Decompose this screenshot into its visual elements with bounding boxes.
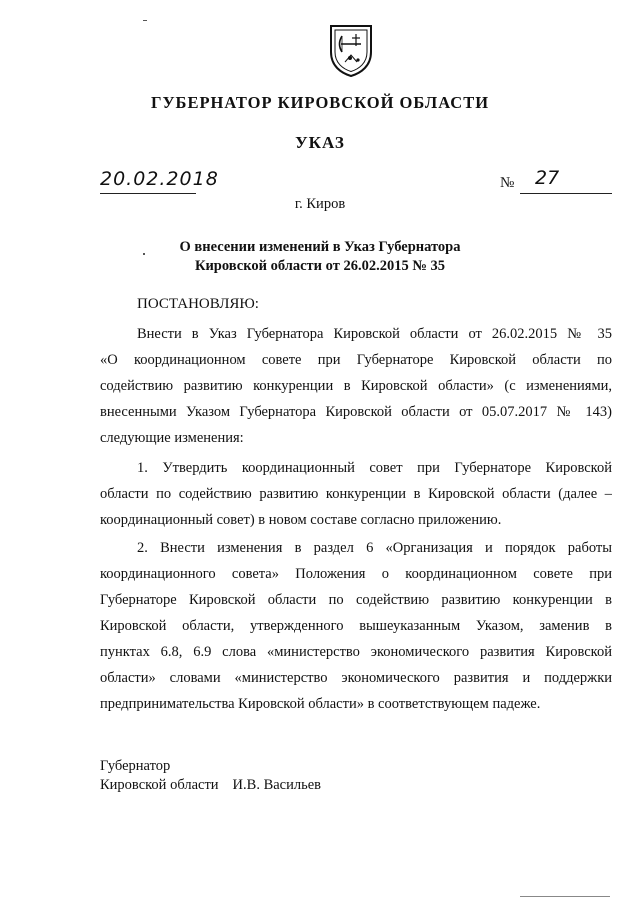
text-line: 1. Утвердить координационный совет при Губернаторе Кировской	[137, 460, 612, 476]
scan-speck	[143, 253, 145, 255]
number-label: №	[500, 175, 515, 191]
text-line: внесенными Указом Губернатора Кировской области от 05.07.2017 № 143)	[100, 404, 612, 420]
subject-line: О внесении изменений в Указ Губернатора	[179, 239, 461, 255]
text-line: Кировской области, утвержденного вышеуказанным Указом, заменив в	[100, 618, 612, 634]
text-line: Губернаторе Кировской области по содействию развитию конкуренции в	[100, 592, 612, 608]
document-type: УКАЗ	[295, 133, 345, 152]
decree-subject	[100, 238, 540, 276]
number-underline	[520, 193, 612, 194]
signatory-block	[100, 777, 321, 794]
city: г. Киров	[294, 196, 346, 212]
paragraph-item-2	[100, 535, 612, 717]
decree-date: 20.02.2018	[100, 168, 219, 190]
text-line: «О координационном совете при Губернаторе Кировской области по	[100, 352, 612, 368]
date-underline	[100, 193, 196, 194]
text-line: 2. Внести изменения в раздел 6 «Организация и порядок работы	[137, 540, 612, 556]
signatory-title: Губернатор	[100, 758, 171, 774]
paragraph-item-1	[100, 455, 612, 533]
resolve-heading: ПОСТАНОВЛЯЮ:	[137, 296, 259, 312]
text-line: содействию развитию конкуренции в Кировской области» (с изменениями,	[100, 378, 612, 394]
text-line: координационный совет) в новом составе согласно приложению.	[100, 512, 502, 528]
text-line: предпринимательства Кировской области» в соответствующем падеже.	[100, 696, 541, 712]
text-line: области по содействию развитию конкуренции в Кировской области (далее –	[100, 486, 612, 502]
signatory-name: И.В. Васильев	[232, 777, 321, 793]
signatory-region: Кировской области	[100, 777, 219, 793]
text-line: координационного совета» Положения о координационном совете при	[100, 566, 612, 582]
paragraph-intro	[100, 321, 612, 451]
text-line: следующие изменения:	[100, 430, 244, 446]
text-line: области» словами «министерство экономического развития и поддержки	[100, 670, 612, 686]
footer-line	[520, 896, 610, 897]
text-line: Внести в Указ Губернатора Кировской области от 26.02.2015 № 35	[137, 326, 612, 342]
scan-speck	[143, 20, 147, 21]
subject-line: Кировской области от 26.02.2015 № 35	[194, 258, 446, 274]
decree-number: 27	[535, 167, 560, 189]
coat-of-arms-icon	[328, 22, 374, 78]
text-line: пунктах 6.8, 6.9 слова «министерство экономического развития Кировской	[100, 644, 612, 660]
issuer-title: ГУБЕРНАТОР КИРОВСКОЙ ОБЛАСТИ	[150, 93, 490, 112]
